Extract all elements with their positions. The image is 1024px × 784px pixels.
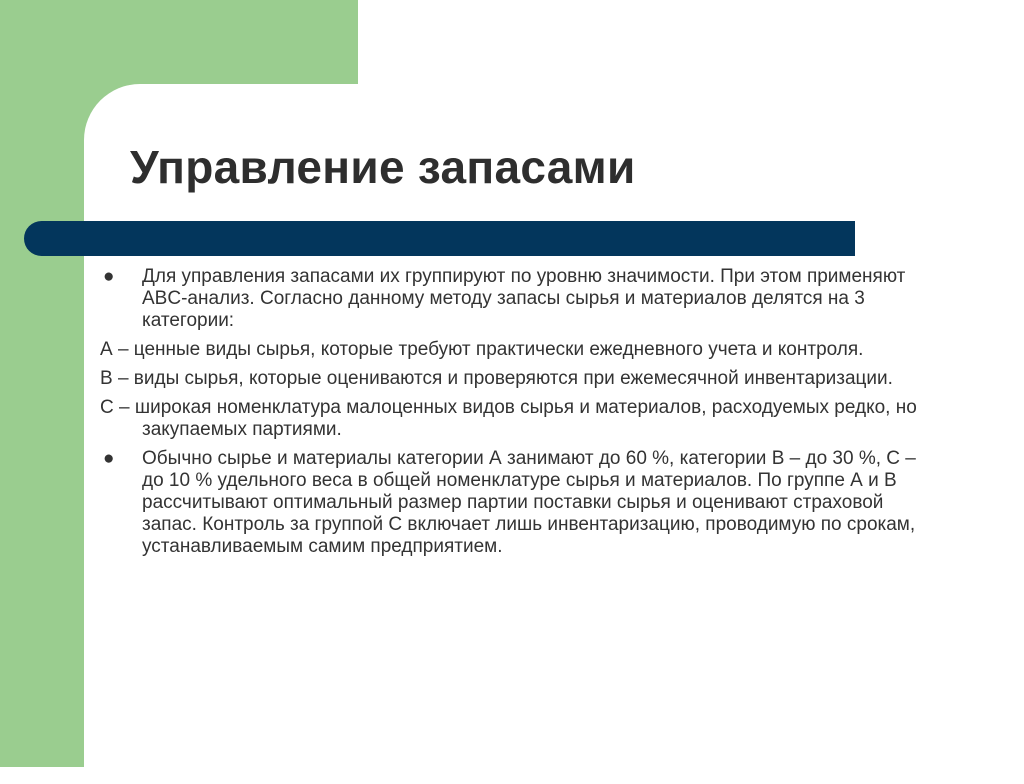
bullet-dot-icon: ● bbox=[103, 266, 115, 287]
slide-body bbox=[100, 266, 930, 565]
bullet-paragraph-abc-intro bbox=[100, 266, 930, 332]
paragraph-text: Для управления запасами их группируют по уровню значимости. При этом применяют ABC-анализ. Согласно данному методу запасы сырья и материалов делятся на 3 категории: bbox=[142, 266, 906, 331]
paragraph-text: Обычно сырье и материалы категории А занимают до 60 %, категории В – до 30 %, С – до 10 % удельного веса в общей номенклатуре сырья и материалов. По группе А и В рассчитывают оптимальный размер партии поставки сырья и оценивают страховой запас. Контроль за группой С включает лишь инвентаризацию, проводимую по срокам, устанавливаемым самим предприятием. bbox=[142, 448, 916, 557]
paragraph-text: В – виды сырья, которые оцениваются и проверяются при ежемесячной инвентаризации. bbox=[100, 368, 893, 389]
category-c-paragraph bbox=[100, 397, 930, 441]
category-b-paragraph bbox=[100, 368, 930, 390]
bullet-paragraph-shares bbox=[100, 448, 930, 558]
paragraph-text: С – широкая номенклатура малоценных видов сырья и материалов, расходуемых редко, но закупаемых партиями. bbox=[100, 397, 917, 440]
category-a-paragraph bbox=[100, 339, 930, 361]
title-underline-bar bbox=[24, 221, 855, 256]
slide-title: Управление запасами bbox=[130, 141, 636, 193]
bullet-dot-icon: ● bbox=[103, 448, 115, 469]
paragraph-text: А – ценные виды сырья, которые требуют практически ежедневного учета и контроля. bbox=[100, 339, 864, 360]
